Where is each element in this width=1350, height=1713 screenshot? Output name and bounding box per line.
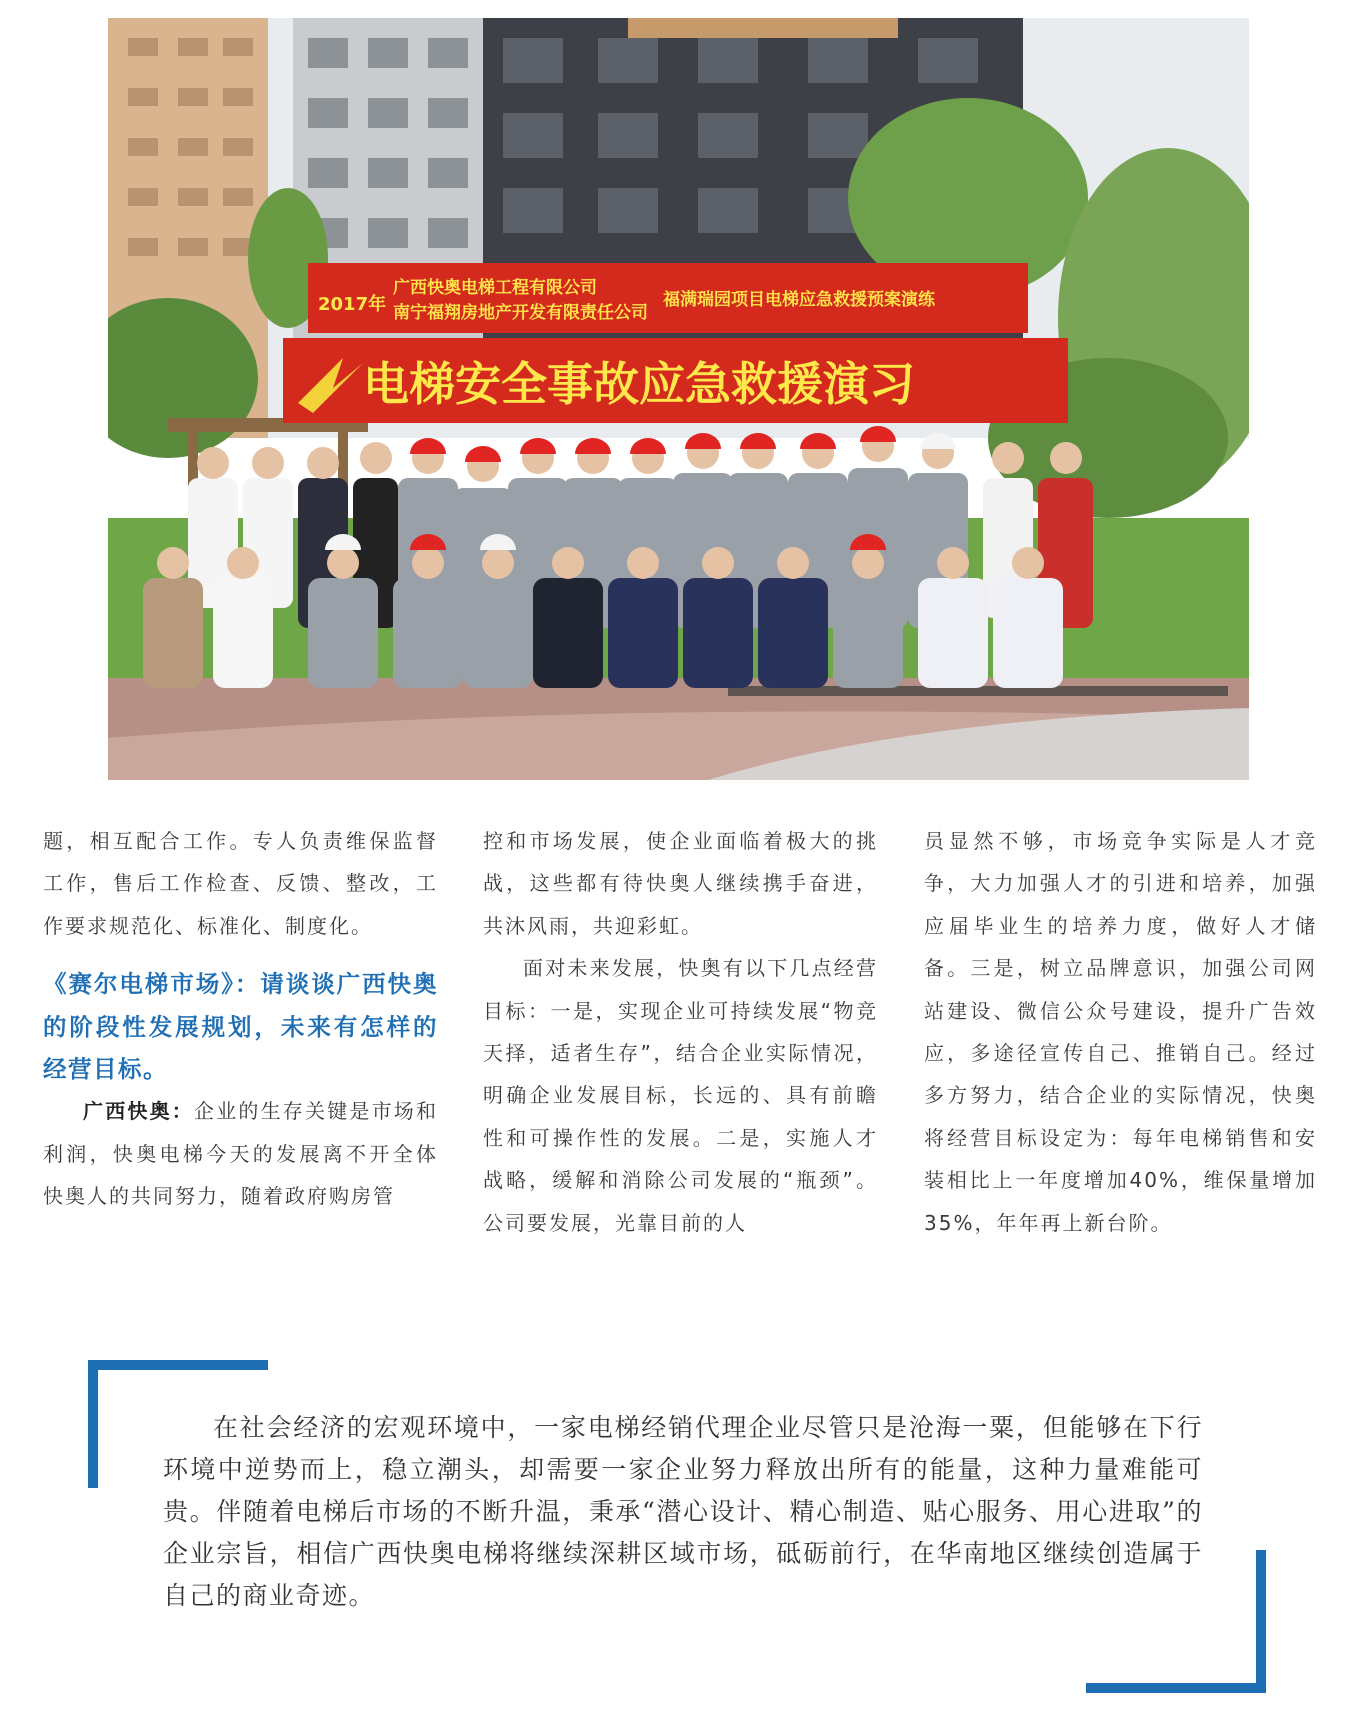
- paragraph: 控和市场发展，使企业面临着极大的挑战，这些都有待快奥人继续携手奋进，共沐风雨，共迎彩虹。: [483, 829, 878, 938]
- paragraph: 题，相互配合工作。专人负责维保监督工作，售后工作检查、反馈、整改，工作要求规范化、标准化、制度化。: [43, 829, 438, 938]
- corner-bracket-bottom-h: [1086, 1683, 1266, 1693]
- paragraph: 面对未来发展，快奥有以下几点经营目标：一是，实现企业可持续发展“物竞天择，适者生存”，结合企业实际情况，明确企业发展目标，长远的、具有前瞻性和可操作性的发展。二是，实施人才战略，缓解和消除公司发展的“瓶颈”。公司要发展，光靠目前的人: [483, 956, 878, 1235]
- corner-bracket-bottom-v: [1256, 1550, 1266, 1693]
- banner-project: 福满瑞园项目电梯应急救援预案演练: [663, 290, 935, 310]
- article-column-3: [924, 820, 1317, 1244]
- interview-question: 《赛尔电梯市场》：请谈谈广西快奥的阶段性发展规划，未来有怎样的经营目标。: [43, 970, 438, 1084]
- interview-answer: [43, 1090, 438, 1217]
- group-photo: [108, 18, 1249, 780]
- article-column-2: [483, 820, 878, 1244]
- answer-speaker: 广西快奥：: [83, 1099, 194, 1124]
- banner-year: 2017年: [318, 294, 387, 315]
- banner-company-2: 南宁福翔房地产开发有限责任公司: [393, 303, 648, 323]
- corner-bracket-top-v: [88, 1360, 98, 1488]
- answer-text: 企业的生存关键是市场和利润，快奥电梯今天的发展离不开全体快奥人的共同努力，随着政府购房管: [43, 1099, 438, 1209]
- paragraph: 员显然不够，市场竞争实际是人才竞争，大力加强人才的引进和培养，加强应届毕业生的培养力度，做好人才储备。三是，树立品牌意识，加强公司网站建设、微信公众号建设，提升广告效应，多途径宣传自己、推销自己。经过多方努力，结合企业的实际情况，快奥将经营目标设定为：每年电梯销售和安装相比上一年度增加40%，维保量增加35%，年年再上新台阶。: [924, 829, 1317, 1235]
- closing-summary: 在社会经济的宏观环境中，一家电梯经销代理企业尽管只是沧海一粟，但能够在下行环境中逆势而上，稳立潮头，却需要一家企业努力释放出所有的能量，这种力量难能可贵。伴随着电梯后市场的不断升温，秉承“潜心设计、精心制造、贴心服务、用心进取”的企业宗旨，相信广西快奥电梯将继续深耕区域市场，砥砺前行，在华南地区继续创造属于自己的商业奇迹。: [163, 1413, 1203, 1610]
- banner-company-1: 广西快奥电梯工程有限公司: [393, 278, 597, 298]
- corner-bracket-top-h: [88, 1360, 268, 1370]
- banner-main-title: 电梯安全事故应急救援演习: [363, 357, 915, 411]
- article-column-1: [43, 820, 438, 1218]
